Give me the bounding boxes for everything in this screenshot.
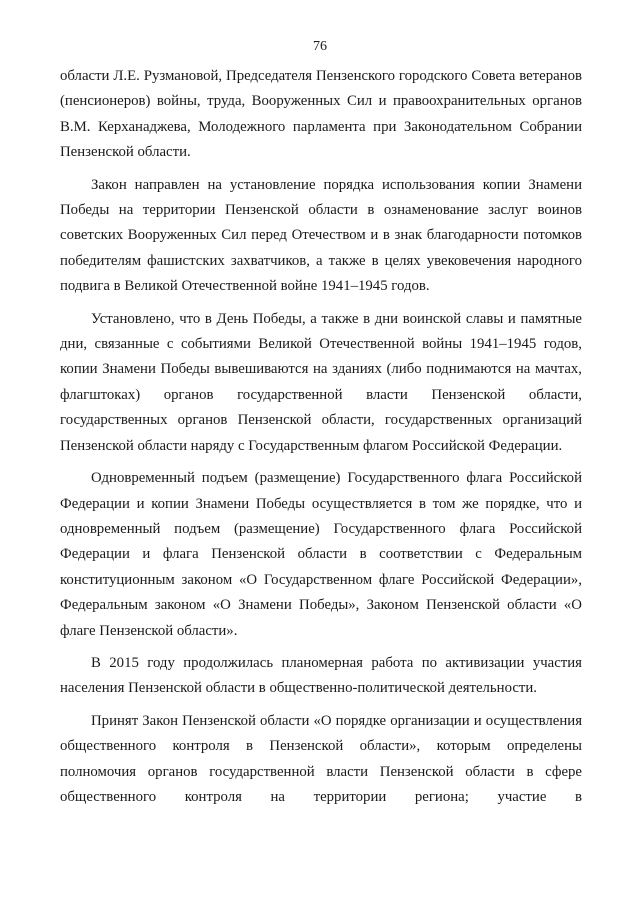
page-number: 76 xyxy=(313,39,327,54)
paragraph-public-control-law: Принят Закон Пензенской области «О порядке организации и осуществления общественного контроля в Пензенской области», которым определены полномочия органов государственной власти Пензенской области в сфере общественного контроля на территории региона; участие в xyxy=(60,712,582,805)
document-body xyxy=(60,64,582,810)
paragraph-flag-raising: Одновременный подъем (размещение) Государственного флага Российской Федерации и копии Знамени Победы осуществляется в том же порядке, что и одновременный подъем (размещение) Государственного флага Российской Федерации и флага Пензенской области в соответствии с Федеральным конституционным законом «О Государственном флаге Российской Федерации», Федеральным законом «О Знамени Победы», Законом Пензенской области «О флаге Пензенской области». xyxy=(60,470,582,639)
paragraph-continuation: области Л.Е. Рузмановой, Председателя Пензенского городского Совета ветеранов (пенсионеров) войны, труда, Вооруженных Сил и правоохранительных органов В.М. Керханаджева, Молодежного парламента при Законодательном Собрании Пензенской области. xyxy=(60,68,582,161)
paragraph-victory-day: Установлено, что в День Победы, а также в дни воинской славы и памятные дни, связанные с событиями Великой Отечественной войны 1941–1945 годов, копии Знамени Победы вывешиваются на зданиях (либо поднимаются на мачтах, флагштоках) органов государственной власти Пензенской области, государственных органов Пензенской области, государственных организаций Пензенской области наряду с Государственным флагом Российской Федерации. xyxy=(60,310,582,454)
paragraph-public-participation: В 2015 году продолжилась планомерная работа по активизации участия населения Пензенской области в общественно-политической деятельности. xyxy=(60,654,582,697)
paragraph-law-purpose: Закон направлен на установление порядка использования копии Знамени Победы на территории Пензенской области в ознаменование заслуг воинов советских Вооруженных Сил перед Отечеством и в знак благодарности потомков победителям фашистских захватчиков, а также в целях увековечения народного подвига в Великой Отечественной войне 1941–1945 годов. xyxy=(60,176,582,295)
